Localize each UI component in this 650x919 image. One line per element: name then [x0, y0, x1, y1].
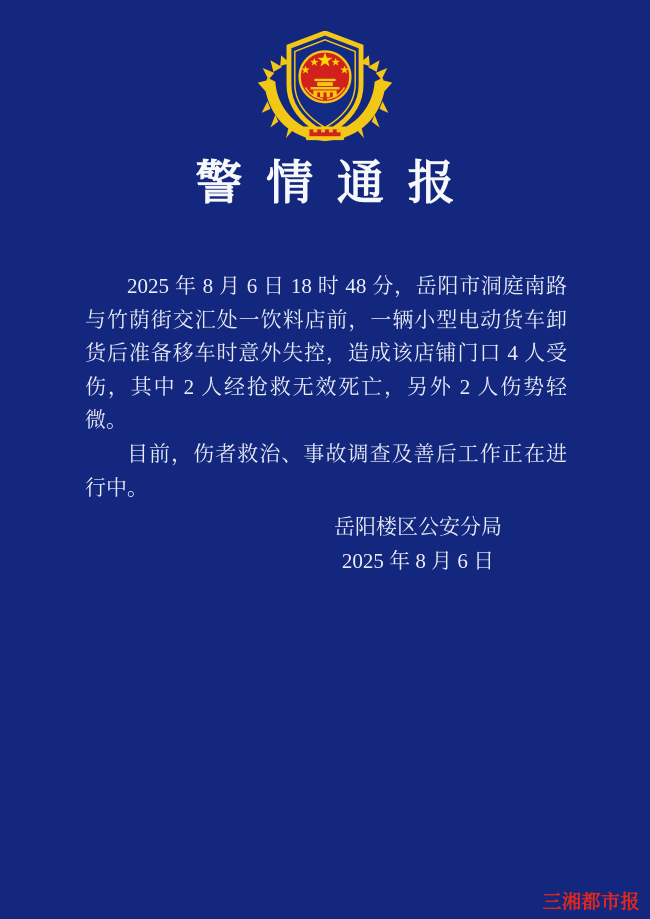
notice-paragraph: 目前，伤者救治、事故调查及善后工作正在进行中。: [85, 441, 567, 500]
notice-title: 警 情 通 报: [195, 158, 461, 210]
issuing-authority: 岳阳楼区公安分局: [334, 515, 502, 539]
police-badge-icon: [257, 31, 394, 144]
notice-paragraph: 2025 年 8 月 6 日 18 时 48 分，岳阳市洞庭南路与竹荫街交汇处一饮料店前，一辆小型电动货车卸货后准备移车时意外失控，造成该店铺门口 4 人受伤，其中 2 人经抢救无效死亡，另外 2 人伤势轻微。: [85, 274, 567, 433]
notice-date: 2025 年 8 月 6 日: [341, 549, 495, 573]
signature-block: [190, 516, 646, 573]
news-watermark: 三湘都市报: [542, 892, 640, 913]
notice-body: [85, 270, 567, 505]
